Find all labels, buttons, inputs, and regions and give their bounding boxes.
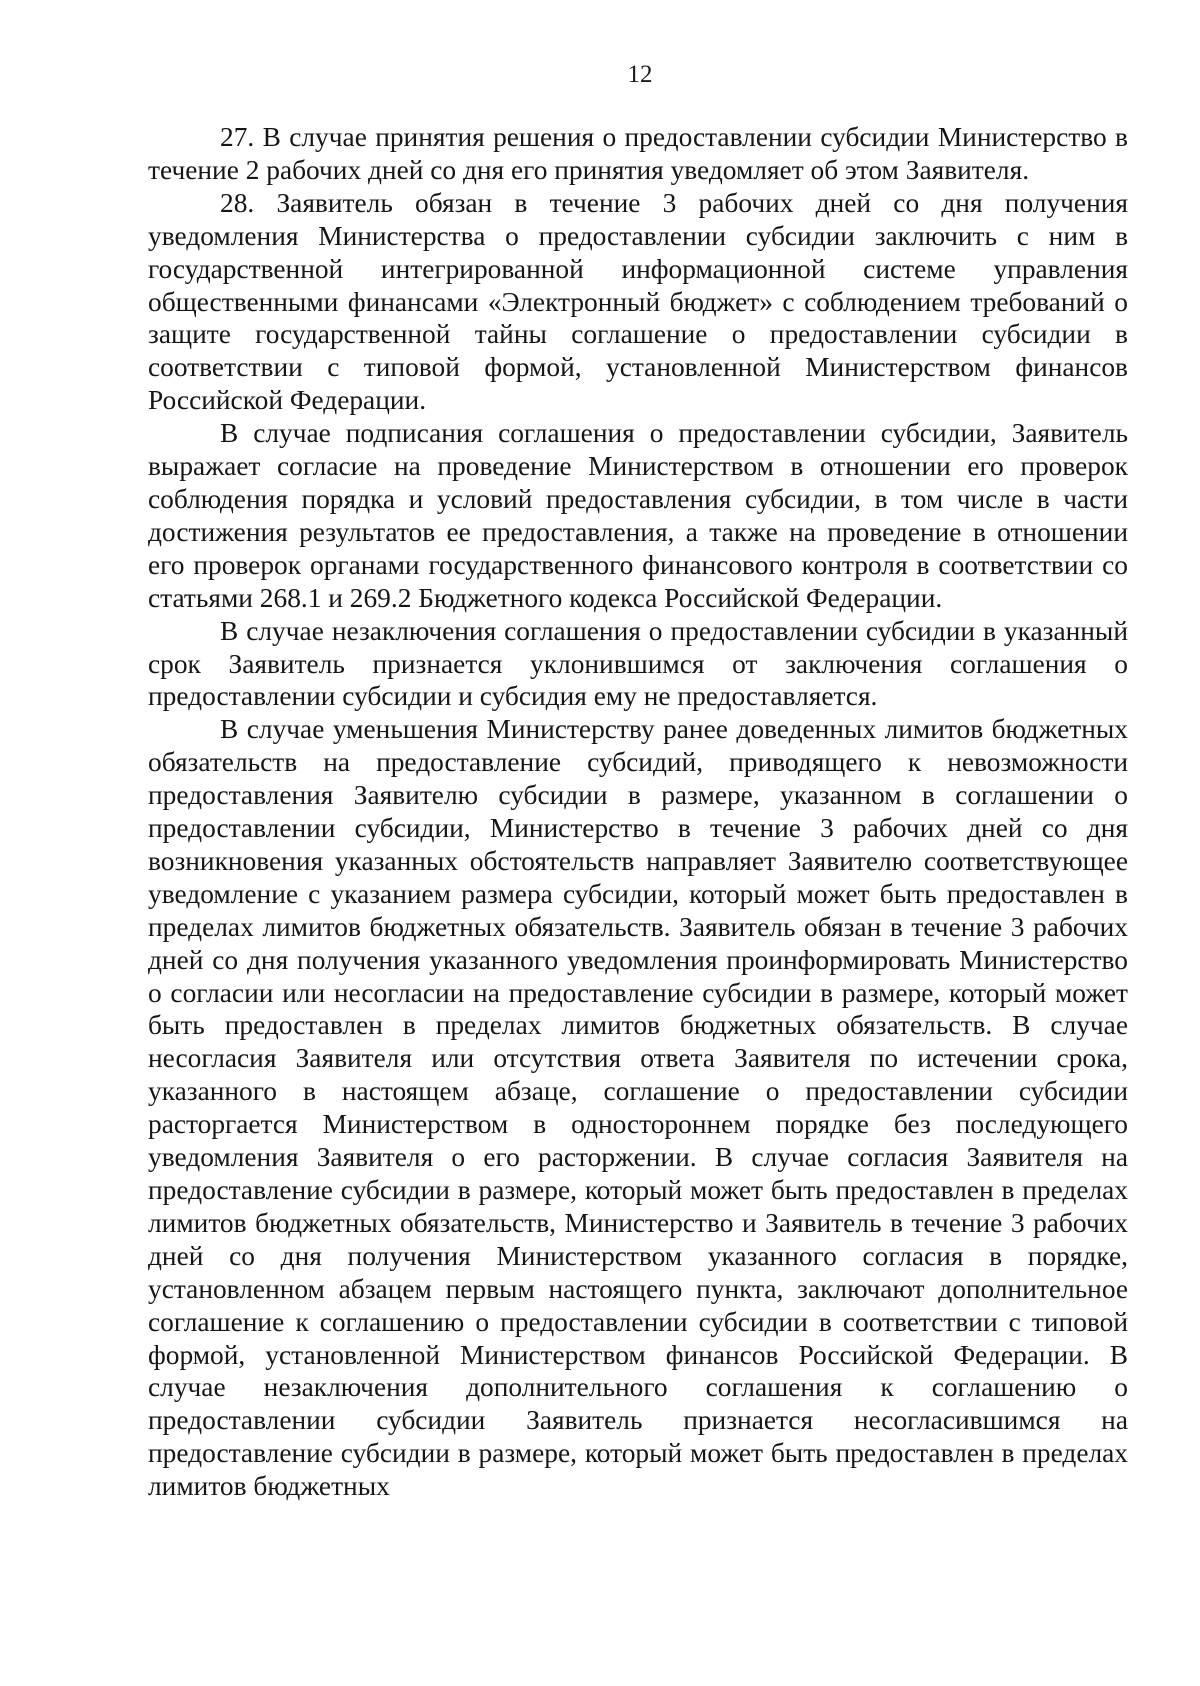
page-number: 12 (627, 61, 653, 88)
paragraph-consent-to-inspections: В случае подписания соглашения о предоставлении субсидии, Заявитель выражает согласие на проведение Министерством в отношении его проверок соблюдения порядка и условий предоставления субсидии, в том числе в части достижения результатов ее предоставления, а также на проведение в отношении его проверок органами государственного финансового контроля в соответствии со статьями 268.1 и 269.2 Бюджетного кодекса Российской Федерации. (148, 418, 1128, 613)
document-body (148, 121, 1128, 1503)
paragraph-non-conclusion: В случае незаключения соглашения о предоставлении субсидии в указанный срок Заявитель признается уклонившимся от заключения соглашения о предоставлении субсидии и субсидия ему не предоставляется. (148, 615, 1128, 712)
paragraph-item-27: 27. В случае принятия решения о предоставлении субсидии Министерство в течение 2 рабочих дней со дня его принятия уведомляет об этом Заявителя. (148, 122, 1128, 185)
paragraph-item-28: 28. Заявитель обязан в течение 3 рабочих дней со дня получения уведомления Министерства о предоставлении субсидии заключить с ним в государственной интегрированной информационной системе управления общественными финансами «Электронный бюджет» с соблюдением требований о защите государственной тайны соглашение о предоставлении субсидии в соответствии с типовой формой, установленной Министерством финансов Российской Федерации. (148, 187, 1128, 416)
paragraph-limit-reduction: В случае уменьшения Министерству ранее доведенных лимитов бюджетных обязательств на предоставление субсидий, приводящего к невозможности предоставления Заявителю субсидии в размере, указанном в соглашении о предоставлении субсидии, Министерство в течение 3 рабочих дней со дня возникновения указанных обстоятельств направляет Заявителю соответствующее уведомление с указанием размера субсидии, который может быть предоставлен в пределах лимитов бюджетных обязательств. Заявитель обязан в течение 3 рабочих дней со дня получения указанного уведомления проинформировать Министерство о согласии или несогласии на предоставление субсидии в размере, который может быть предоставлен в пределах лимитов бюджетных обязательств. В случае несогласия Заявителя или отсутствия ответа Заявителя по истечении срока, указанного в настоящем абзаце, соглашение о предоставлении субсидии расторгается Министерством в одностороннем порядке без последующего уведомления Заявителя о его расторжении. В случае согласия Заявителя на предоставление субсидии в размере, который может быть предоставлен в пределах лимитов бюджетных обязательств, Министерство и Заявитель в течение 3 рабочих дней со дня получения Министерством указанного согласия в порядке, установленном абзацем первым настоящего пункта, заключают дополнительное соглашение к соглашению о предоставлении субсидии в соответствии с типовой формой, установленной Министерством финансов Российской Федерации. В случае незаключения дополнительного соглашения к соглашению о предоставлении субсидии Заявитель признается несогласившимся на предоставление субсидии в размере, который может быть предоставлен в пределах лимитов бюджетных (148, 714, 1128, 1502)
